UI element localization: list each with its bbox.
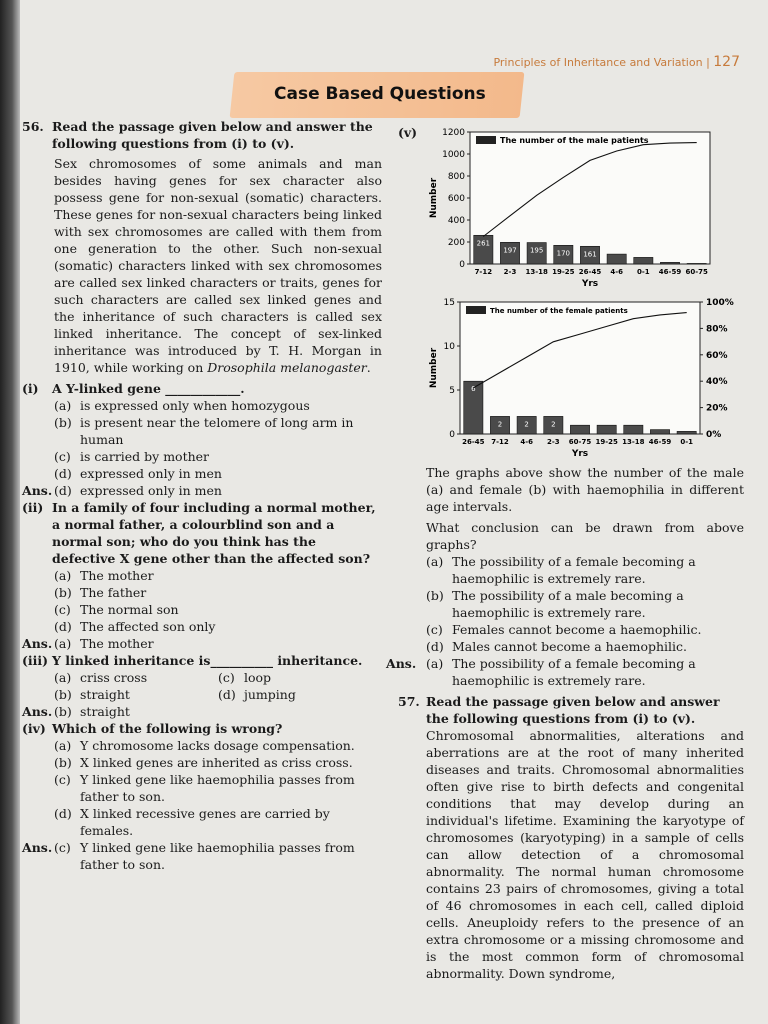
x-axis-label: Yrs — [571, 449, 589, 459]
q57-passage: Chromosomal abnormalities, alterations and aberrations are at the root of many inherited diseases and traits. Chromosomal abnormalities often give rise to birth defects and congenital conditions that may develop during an individual's lifetime. Examining the karyotype of chromosomes (karyotyping) in a sample of cells can allow detection of a chromosomal abnormality. The normal human chromosome contains 23 pairs of chromosomes, giving a total of 46 chromosomes in each cell, called diploid cells. Aneuploidy refers to the presence of an extra chromosome or a missing chromosome and is the most common form of chromosomal abnormality. Down syndrome, — [426, 728, 744, 981]
x-tick-label: 2-3 — [503, 268, 517, 276]
running-head: Principles of Inheritance and Variation | 127 — [493, 54, 740, 70]
x-tick-label: 26-45 — [462, 438, 485, 446]
x-tick-label: 7-12 — [491, 438, 509, 446]
female-patients-chart — [426, 296, 744, 464]
running-title: Principles of Inheritance and Variation — [493, 56, 703, 69]
right-column — [386, 124, 744, 982]
bar-data-label: 197 — [503, 246, 517, 255]
x-tick-label: 46-59 — [658, 268, 682, 276]
x-tick-label: 46-59 — [648, 438, 672, 446]
y2-tick-label: 80% — [706, 324, 728, 335]
bar-data-label: 195 — [529, 246, 544, 255]
legend-swatch — [476, 136, 496, 144]
y-tick-label: 15 — [443, 298, 455, 308]
bar — [607, 254, 626, 264]
x-tick-label: 4-6 — [520, 438, 533, 446]
bar — [570, 425, 589, 434]
option: (a) Y chromosome lacks dosage compensation. — [54, 738, 355, 753]
option: (b) X linked genes are inherited as criss cross. — [54, 755, 353, 770]
option: (d) The affected son only — [54, 619, 216, 634]
bar — [687, 263, 706, 264]
bar-data-label: 2 — [551, 420, 556, 429]
y2-tick-label: 60% — [706, 350, 728, 361]
x-tick-label: 0-1 — [680, 438, 693, 446]
y-tick-label: 5 — [449, 386, 455, 396]
x-tick-label: 7-12 — [474, 268, 493, 276]
bar — [634, 257, 653, 264]
option: (d) expressed only in men — [54, 466, 222, 481]
x-tick-label: 13-18 — [622, 438, 645, 446]
y-axis-label: Number — [429, 347, 439, 389]
y-tick-label: 800 — [447, 172, 465, 182]
y-tick-label: 1000 — [442, 150, 465, 160]
legend-label: The number of the female patients — [490, 307, 628, 315]
male-patients-chart — [426, 126, 726, 290]
y-tick-label: 600 — [447, 194, 465, 204]
q56-v-charts — [398, 124, 744, 464]
bar — [650, 430, 669, 434]
book-spine-shadow — [0, 0, 20, 1024]
x-tick-label: 4-6 — [610, 268, 623, 276]
option: (a) The possibility of a female becoming a haemophilic is extremely rare. — [426, 554, 696, 586]
option: (c) Y linked gene like haemophilia passes from father to son. — [54, 772, 355, 804]
bar-data-label: 2 — [524, 420, 529, 429]
bar — [597, 425, 616, 434]
y-axis-label: Number — [429, 177, 439, 219]
y2-tick-label: 100% — [706, 298, 734, 308]
y-tick-label: 400 — [447, 216, 465, 226]
q56-passage: Sex chromosomes of some animals and man besides having genes for sex character also possess gene for non-sexual (somatic) characters. These genes for non-sexual characters being linked with sex chromosomes are called with them from one generation to the other. Such non-sexual (somatic) characters linked with sex chromosomes are called sex linked characters or traits, genes for such characters are called sex linked genes and the inheritance of such characters is called sex linked inheritance. The concept of sex-linked inheritance was introduced by T. H. Morgan in 1910, while working on Drosophila melanogaster. — [54, 156, 382, 375]
q56-i-stem: (i) A Y-linked gene ____________. — [22, 381, 245, 396]
y-tick-label: 1200 — [442, 128, 465, 138]
y-tick-label: 0 — [459, 260, 465, 270]
q56-iv-options — [22, 737, 382, 839]
bar-data-label: 261 — [476, 239, 491, 248]
bar — [677, 431, 696, 434]
y2-tick-label: 40% — [706, 377, 728, 388]
bar-data-label: 170 — [556, 249, 571, 258]
option: (d) Males cannot become a haemophilic. — [426, 639, 687, 654]
option: (c) The normal son — [54, 602, 179, 617]
q57-prompt: 57. Read the passage given below and answer the following questions from (i) to (v). — [398, 694, 720, 726]
section-title: Case Based Questions — [274, 84, 486, 104]
q56-i-answer: Ans. (d) expressed only in men — [22, 483, 222, 498]
x-tick-label: 2-3 — [547, 438, 560, 446]
plot-area — [460, 302, 700, 434]
y2-tick-label: 20% — [706, 403, 728, 414]
y-tick-label: 10 — [443, 342, 455, 352]
left-column — [22, 118, 382, 873]
bar — [624, 425, 643, 434]
x-tick-label: 26-45 — [578, 268, 602, 276]
bar — [660, 262, 679, 264]
q56-iii-options-row1: (a) criss cross (c) loop — [54, 670, 272, 685]
x-axis-label: Yrs — [581, 279, 599, 289]
option: (a) is expressed only when homozygous — [54, 398, 310, 413]
page-number: 127 — [713, 54, 740, 70]
q56-v-answer: Ans. (a) The possibility of a female becoming a haemophilic is extremely rare. — [386, 656, 696, 688]
q56-iii-stem: (iii) Y linked inheritance is__________ inheritance. — [22, 653, 363, 668]
y2-tick-label: 0% — [706, 430, 722, 440]
q56-ii-answer: Ans. (a) The mother — [22, 636, 154, 651]
x-tick-label: 60-75 — [685, 268, 708, 276]
option: (d) X linked recessive genes are carried by females. — [54, 806, 330, 838]
q56-ii-stem: (ii) In a family of four including a normal mother, a normal father, a colourblind son and a normal son; who do you think has the defective X gene other than the affected son? — [22, 500, 376, 566]
option: (a) The mother — [54, 568, 154, 583]
q56-v-label: (v) — [398, 125, 418, 140]
y-tick-label: 200 — [447, 238, 465, 248]
x-tick-label: 0-1 — [637, 268, 650, 276]
bar-data-label: 161 — [583, 250, 597, 259]
bar-data-label: 6 — [471, 385, 476, 394]
q56-iii-options-row2: (b) straight (d) jumping — [54, 687, 296, 702]
q56-iii-answer: Ans. (b) straight — [22, 704, 130, 719]
bar-data-label: 2 — [497, 420, 503, 429]
q56-prompt: 56. Read the passage given below and answer the following questions from (i) to (v). — [22, 119, 373, 151]
x-tick-label: 19-25 — [595, 438, 618, 446]
legend-swatch — [466, 306, 486, 314]
option: (c) is carried by mother — [54, 449, 210, 464]
option: (c) Females cannot become a haemophilic. — [426, 622, 702, 637]
q56-ii-options — [22, 567, 382, 635]
x-tick-label: 60-75 — [568, 438, 592, 446]
legend-label: The number of the male patients — [500, 136, 649, 145]
q56-v-options — [398, 553, 744, 655]
q56-iv-stem: (iv) Which of the following is wrong? — [22, 721, 283, 736]
x-tick-label: 19-25 — [552, 268, 575, 276]
q56-v-text: The graphs above show the number of the male (a) and female (b) with haemophilia in different age intervals. — [426, 465, 744, 514]
q56-i-options — [22, 397, 382, 482]
q56-iv-answer: Ans. (c) Y linked gene like haemophilia passes from father to son. — [22, 840, 355, 872]
option: (b) is present near the telomere of long arm in human — [54, 415, 354, 447]
q56-v-question: What conclusion can be drawn from above graphs? — [426, 520, 744, 552]
option: (b) The possibility of a male becoming a haemophilic is extremely rare. — [426, 588, 684, 620]
option: (b) The father — [54, 585, 147, 600]
x-tick-label: 13-18 — [525, 268, 548, 276]
y-tick-label: 0 — [449, 430, 455, 440]
